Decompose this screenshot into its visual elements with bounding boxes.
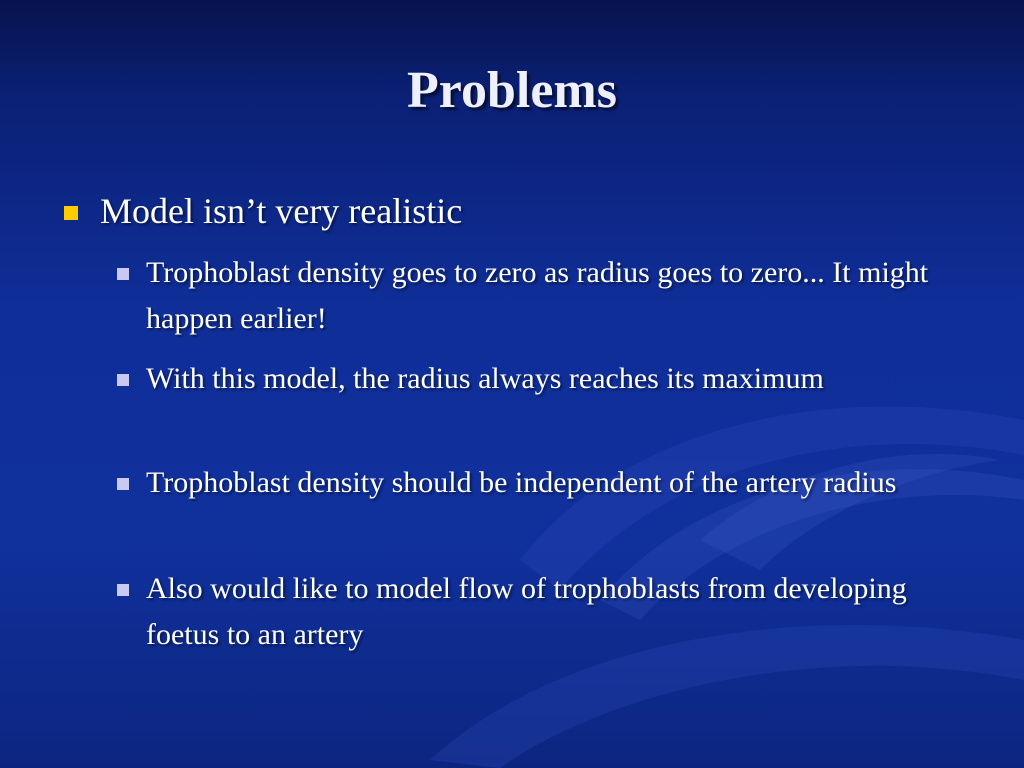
level2-bullet-square-icon: [117, 268, 129, 280]
sub-bullet-model-flow: Also would like to model flow of trophoblasts from developing foetus to an artery: [146, 572, 907, 651]
sub-bullet-density-independent: Trophoblast density should be independent of the artery radius: [146, 466, 897, 499]
level1-bullet-square-icon: [64, 206, 78, 220]
sub-bullet-density-radius: Trophoblast density goes to zero as radius goes to zero... It might happen earlier!: [146, 256, 929, 335]
bullet-model-realism: Model isn’t very realistic: [100, 191, 463, 231]
slide-title: Problems: [407, 62, 617, 119]
level2-bullet-square-icon: [117, 478, 129, 490]
level2-bullet-square-icon: [117, 584, 129, 596]
sub-bullet-radius-maximum: With this model, the radius always reaches its maximum: [146, 362, 824, 395]
level2-bullet-square-icon: [117, 374, 129, 386]
